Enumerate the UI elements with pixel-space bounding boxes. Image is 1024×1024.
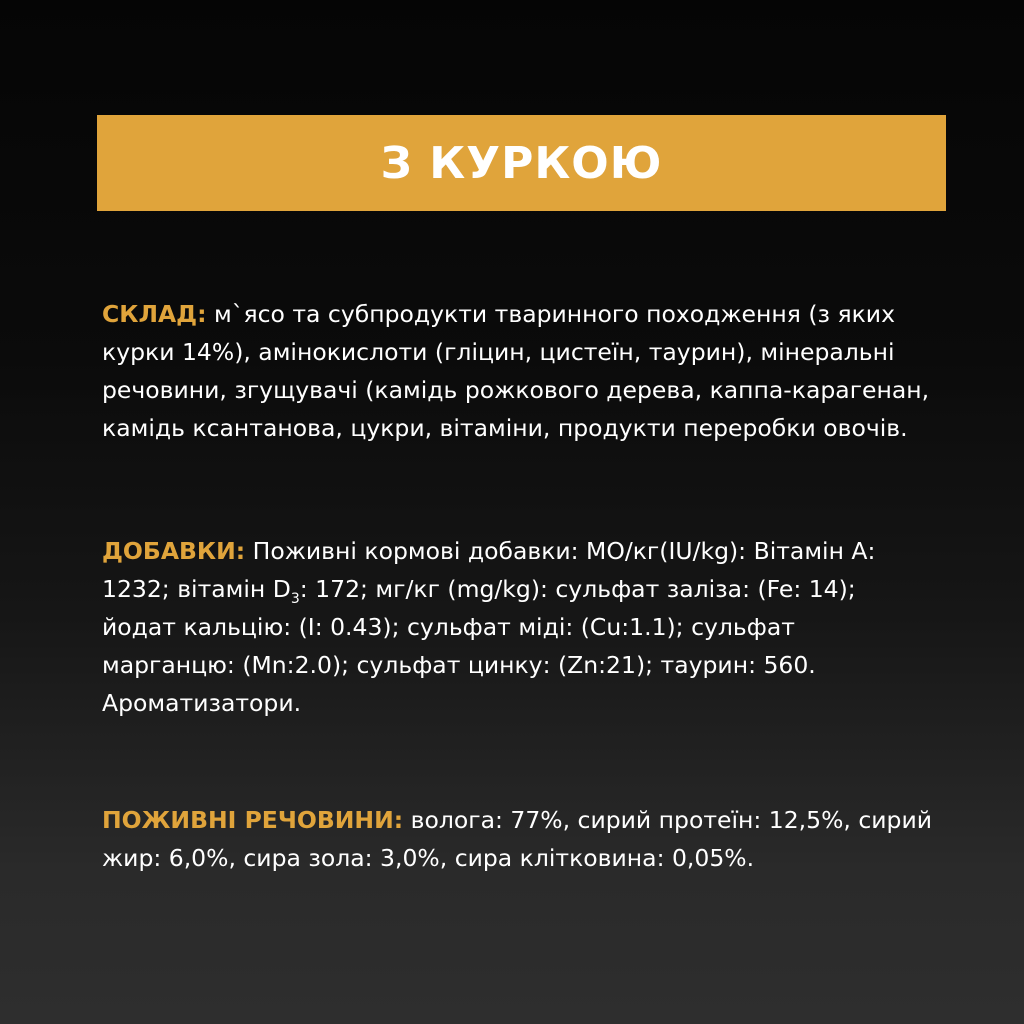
composition-section xyxy=(102,295,932,447)
additives-label: ДОБАВКИ: xyxy=(102,537,246,565)
additives-text-part-1: Поживні кормові добавки: МО/кг(IU/kg): Вітамін А: 1232; вітамін D xyxy=(102,537,876,603)
nutrients-text: вологa: 77%, сирий протеїн: 12,5%, сирий жир: 6,0%, сира зола: 3,0%, сира клітковина: 0,05%. xyxy=(102,806,933,872)
page-title: З КУРКОЮ xyxy=(380,137,663,189)
nutrients-label: ПОЖИВНІ РЕЧОВИНИ: xyxy=(102,806,404,834)
nutrients-section xyxy=(102,801,932,877)
composition-text: м`ясо та субпродукти тваринного походження (з яких курки 14%), амінокислоти (гліцин, цистеїн, таурин), мінеральні речовини, згущувачі (камідь рожкового дерева, каппа-карагенан, камідь ксантанова, цукри, вітаміни, продукти переробки овочів. xyxy=(102,300,930,442)
additives-text-part-2: : 172; мг/кг (mg/kg): сульфат заліза: (Fe: 14); йодат кальцію: (I: 0.43); сульфат міді: (Cu:1.1); сульфат марганцю: (Mn:2.0); сульфат цинку: (Zn:21); таурин: 560. xyxy=(102,575,856,679)
flavorings-text: Ароматизатори. xyxy=(102,689,302,717)
composition-label: СКЛАД: xyxy=(102,300,207,328)
title-banner xyxy=(97,115,946,211)
additives-section xyxy=(102,532,932,722)
vitamin-d-subscript: 3 xyxy=(290,591,300,607)
